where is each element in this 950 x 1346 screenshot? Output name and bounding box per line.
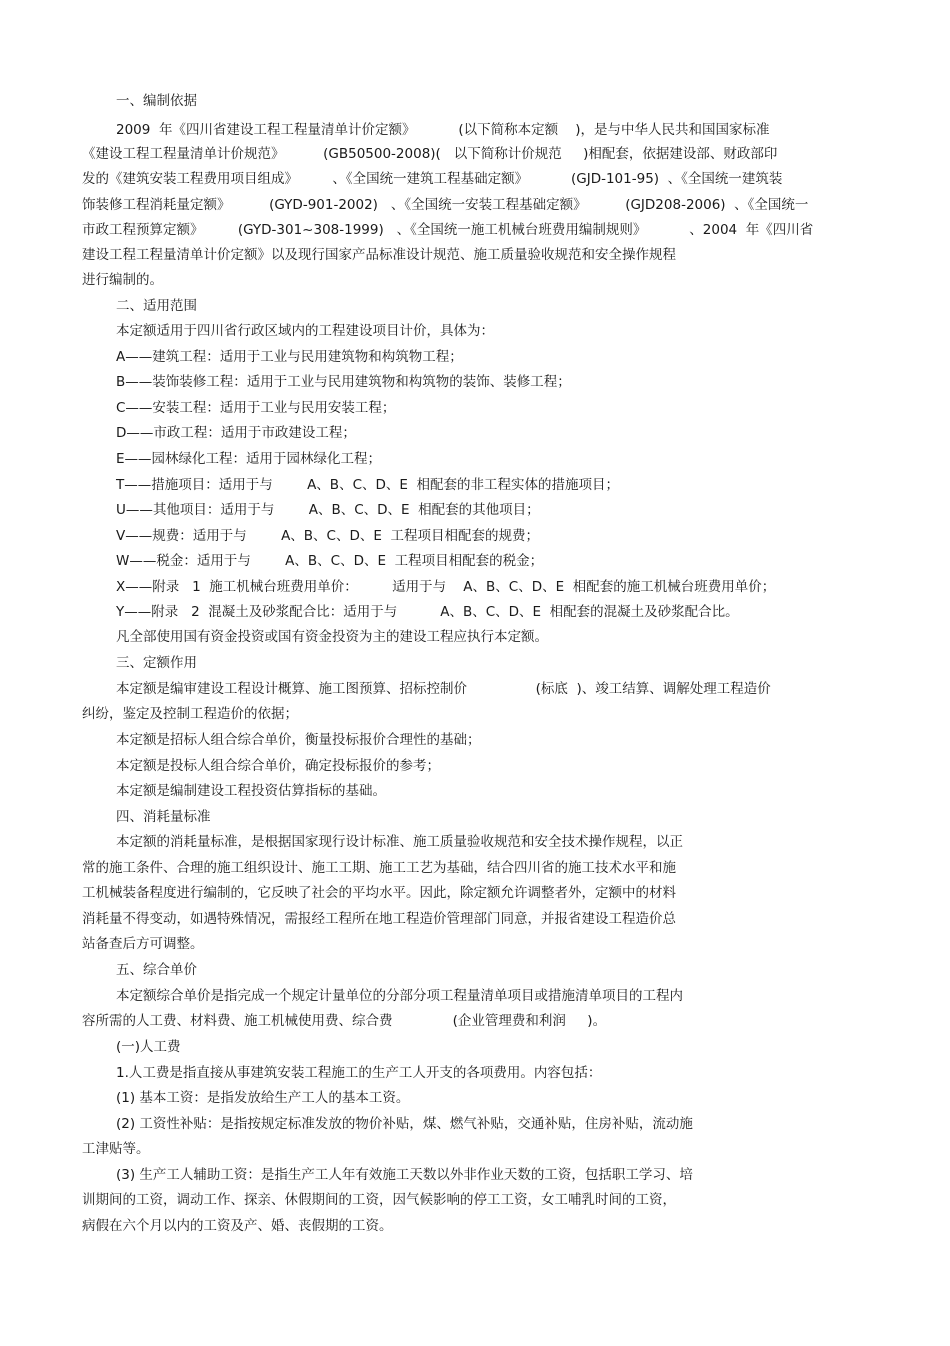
paragraph-line: 2009 年《四川省建设工程工程量清单计价定额》 (以下简称本定额 )，是与中华人民共和国国家标准 [116,122,770,138]
paragraph-line: (3) 生产工人辅助工资：是指生产工人年有效施工天数以外非作业天数的工资，包括职工学习、培 [116,1167,693,1183]
paragraph-line: 《建设工程工程量清单计价规范》 (GB50500-2008)( 以下简称计价规范 )相配套，依据建设部、财政部印 [82,146,778,162]
paragraph-line: 市政工程预算定额》 (GYD-301~308-1999) 、《全国统一施工机械台班费用编制规则》 、2004 年《四川省 [82,222,814,238]
paragraph-line: 建设工程工程量清单计价定额》以及现行国家产品标准设计规范、施工质量验收规范和安全操作规程 [82,247,676,263]
paragraph-line: 本定额是编制建设工程投资估算指标的基础。 [116,783,386,799]
section-heading: 四、消耗量标准 [116,809,211,825]
paragraph-line: (1) 基本工资：是指发放给生产工人的基本工资。 [116,1090,410,1106]
paragraph-line: 工津贴等。 [82,1141,150,1157]
list-item: X——附录 1 施工机械台班费用单价： 适用于与 A、B、C、D、E 相配套的施工机械台班费用单价； [116,579,776,595]
list-item: V——规费：适用于与 A、B、C、D、E 工程项目相配套的规费； [116,528,539,544]
list-item: W——税金：适用于与 A、B、C、D、E 工程项目相配套的税金； [116,553,544,569]
paragraph-line: 常的施工条件、合理的施工组织设计、施工工期、施工工艺为基础，结合四川省的施工技术水平和施 [82,860,676,876]
paragraph-line: 1.人工费是指直接从事建筑安装工程施工的生产工人开支的各项费用。内容包括： [116,1065,602,1081]
paragraph-line: 本定额是招标人组合综合单价，衡量投标报价合理性的基础； [116,732,481,748]
paragraph-line: 容所需的人工费、材料费、施工机械使用费、综合费 (企业管理费和利润 )。 [82,1013,607,1029]
subsection-heading: (一)人工费 [116,1039,181,1055]
paragraph-line: 病假在六个月以内的工资及产、婚、丧假期的工资。 [82,1218,393,1234]
paragraph-line: (2) 工资性补贴：是指按规定标准发放的物价补贴，煤、燃气补贴，交通补贴，住房补贴，流动施 [116,1116,693,1132]
section-heading: 二、适用范围 [116,298,197,314]
paragraph-line: 本定额适用于四川省行政区域内的工程建设项目计价，具体为： [116,323,494,339]
paragraph-line: 纠纷，鉴定及控制工程造价的依据； [82,706,298,722]
paragraph-line: 本定额综合单价是指完成一个规定计量单位的分部分项工程量清单项目或措施清单项目的工程内 [116,988,683,1004]
paragraph-line: 本定额是编审建设工程设计概算、施工图预算、招标控制价 (标底 )、竣工结算、调解处理工程造价 [116,681,771,697]
paragraph-line: 站备查后方可调整。 [82,936,204,952]
paragraph-line: 发的《建筑安装工程费用项目组成》 、《全国统一建筑工程基础定额》 (GJD-101-95) 、《全国统一建筑装 [82,171,783,187]
paragraph-line: 本定额的消耗量标准，是根据国家现行设计标准、施工质量验收规范和安全技术操作规程，以正 [116,834,683,850]
list-item: T——措施项目：适用于与 A、B、C、D、E 相配套的非工程实体的措施项目； [116,477,620,493]
section-heading: 五、综合单价 [116,962,197,978]
section-heading: 一、编制依据 [116,93,197,109]
list-item: A——建筑工程：适用于工业与民用建筑物和构筑物工程； [116,349,463,365]
paragraph-line: 本定额是投标人组合综合单价，确定投标报价的参考； [116,758,440,774]
section-heading: 三、定额作用 [116,655,197,671]
list-item: D——市政工程：适用于市政建设工程； [116,425,356,441]
paragraph-line: 进行编制的。 [82,272,163,288]
list-item: U——其他项目：适用于与 A、B、C、D、E 相配套的其他项目； [116,502,540,518]
list-item: B——装饰装修工程：适用于工业与民用建筑物和构筑物的装饰、装修工程； [116,374,571,390]
paragraph-line: 消耗量不得变动，如遇特殊情况，需报经工程所在地工程造价管理部门同意，并报省建设工程造价总 [82,911,676,927]
paragraph-line: 饰装修工程消耗量定额》 (GYD-901-2002) 、《全国统一安装工程基础定额》 (GJD208-2006) 、《全国统一 [82,197,809,213]
list-item: C——安装工程：适用于工业与民用安装工程； [116,400,396,416]
paragraph-line: 训期间的工资，调动工作、探亲、休假期间的工资，因气候影响的停工工资，女工哺乳时间的工资， [82,1192,676,1208]
paragraph-line: 凡全部使用国有资金投资或国有资金投资为主的建设工程应执行本定额。 [116,629,548,645]
list-item: E——园林绿化工程：适用于园林绿化工程； [116,451,382,467]
list-item: Y——附录 2 混凝土及砂浆配合比：适用于与 A、B、C、D、E 相配套的混凝土及砂浆配合比。 [116,604,739,620]
paragraph-line: 工机械装备程度进行编制的，它反映了社会的平均水平。因此，除定额允许调整者外，定额中的材料 [82,885,676,901]
